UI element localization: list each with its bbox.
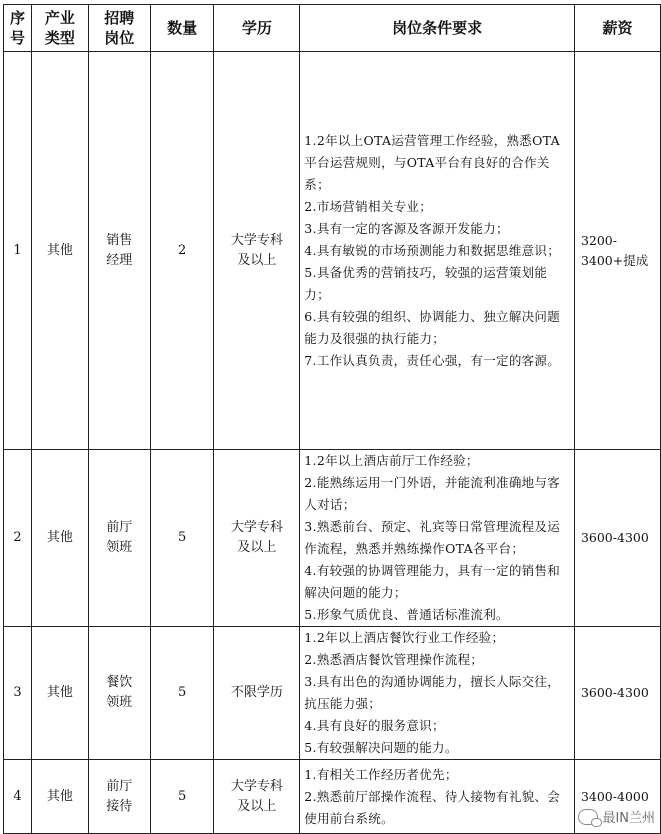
requirement-line: 5.形象气质优良、普通话标准流利。 (304, 607, 509, 622)
row-requirements (300, 450, 575, 627)
header-industry: 产业类型 (31, 5, 88, 52)
requirement-line: 6.具有较强的组织、协调能力、独立解决问题能力及很强的执行能力； (304, 308, 561, 346)
requirement-line: 4.具有敏锐的市场预测能力和数据思维意识； (304, 242, 561, 258)
row-industry: 其他 (31, 627, 88, 760)
row-salary: 3600-4300 (574, 450, 660, 627)
row-requirements (300, 760, 575, 834)
wechat-icon (578, 809, 598, 825)
requirement-line: 2.熟悉前厅部操作流程、待人接物有礼貌、会使用前台系统。 (304, 788, 561, 826)
row-industry: 其他 (31, 760, 88, 834)
table-row (4, 627, 661, 760)
requirement-line: 1.2年以上OTA运营管理工作经验，熟悉OTA平台运营规则，与OTA平台有良好的合作关系； (304, 132, 560, 192)
row-industry: 其他 (31, 52, 88, 450)
row-education: 大学专科及以上 (230, 778, 283, 814)
header-row (4, 5, 661, 52)
header-position: 招聘岗位 (88, 5, 150, 52)
row-position: 前厅接待 (106, 778, 133, 814)
requirement-line: 3.具有一定的客源及客源开发能力； (304, 220, 509, 236)
row-no: 1 (4, 52, 32, 450)
row-position: 销售经理 (106, 232, 133, 268)
row-count: 5 (150, 627, 214, 760)
requirement-line: 1.2年以上酒店餐饮行业工作经验； (304, 630, 505, 645)
requirement-line: 5.有较强解决问题的能力。 (304, 740, 458, 755)
row-count: 2 (150, 52, 214, 450)
requirement-line: 4.有较强的协调管理能力，具有一定的销售和解决问题的能力； (304, 563, 561, 600)
requirement-line: 1.2年以上酒店前厅工作经验； (304, 453, 479, 468)
watermark (578, 807, 655, 826)
header-education: 学历 (214, 5, 300, 52)
requirement-line: 4.具有良好的服务意识； (304, 718, 445, 733)
recruitment-table (3, 4, 661, 834)
row-industry: 其他 (31, 450, 88, 627)
row-requirements (300, 627, 575, 760)
row-education: 大学专科及以上 (230, 520, 283, 555)
header-requirements: 岗位条件要求 (300, 5, 575, 52)
requirement-line: 7.工作认真负责，责任心强，有一定的客源。 (304, 352, 561, 368)
row-salary: 3400-4000 (574, 760, 660, 834)
table-row (4, 760, 661, 834)
table-row (4, 52, 661, 450)
row-salary: 3600-4300 (574, 627, 660, 760)
requirement-line: 1.有相关工作经历者优先； (304, 766, 458, 782)
row-no: 2 (4, 450, 32, 627)
row-count: 5 (150, 450, 214, 627)
row-position: 前厅领班 (106, 520, 133, 555)
row-education: 大学专科及以上 (230, 232, 283, 268)
header-salary: 薪资 (574, 5, 660, 52)
row-no: 4 (4, 760, 32, 834)
header-count: 数量 (150, 5, 214, 52)
requirement-line: 2.熟悉酒店餐饮管理操作流程； (304, 652, 484, 667)
row-count: 5 (150, 760, 214, 834)
row-education: 不限学历 (214, 627, 300, 760)
requirement-line: 5.具备优秀的营销技巧，较强的运营策划能力； (304, 264, 548, 302)
requirement-line: 2.市场营销相关专业； (304, 198, 433, 214)
header-no: 序号 (4, 5, 32, 52)
row-salary: 3200-3400+提成 (580, 232, 649, 268)
row-position: 餐饮领班 (106, 675, 133, 710)
table-row (4, 450, 661, 627)
requirement-line: 2.能熟练运用一门外语，并能流利准确地与客人对话； (304, 475, 561, 512)
requirement-line: 3.具有出色的沟通协调能力，擅长人际交往，抗压能力强； (304, 674, 561, 711)
row-no: 3 (4, 627, 32, 760)
requirement-line: 3.熟悉前台、预定、礼宾等日常管理流程及运作流程，熟悉并熟练操作OTA各平台； (304, 519, 561, 556)
watermark-text: 最IN兰州 (602, 811, 655, 826)
row-requirements (300, 52, 575, 450)
